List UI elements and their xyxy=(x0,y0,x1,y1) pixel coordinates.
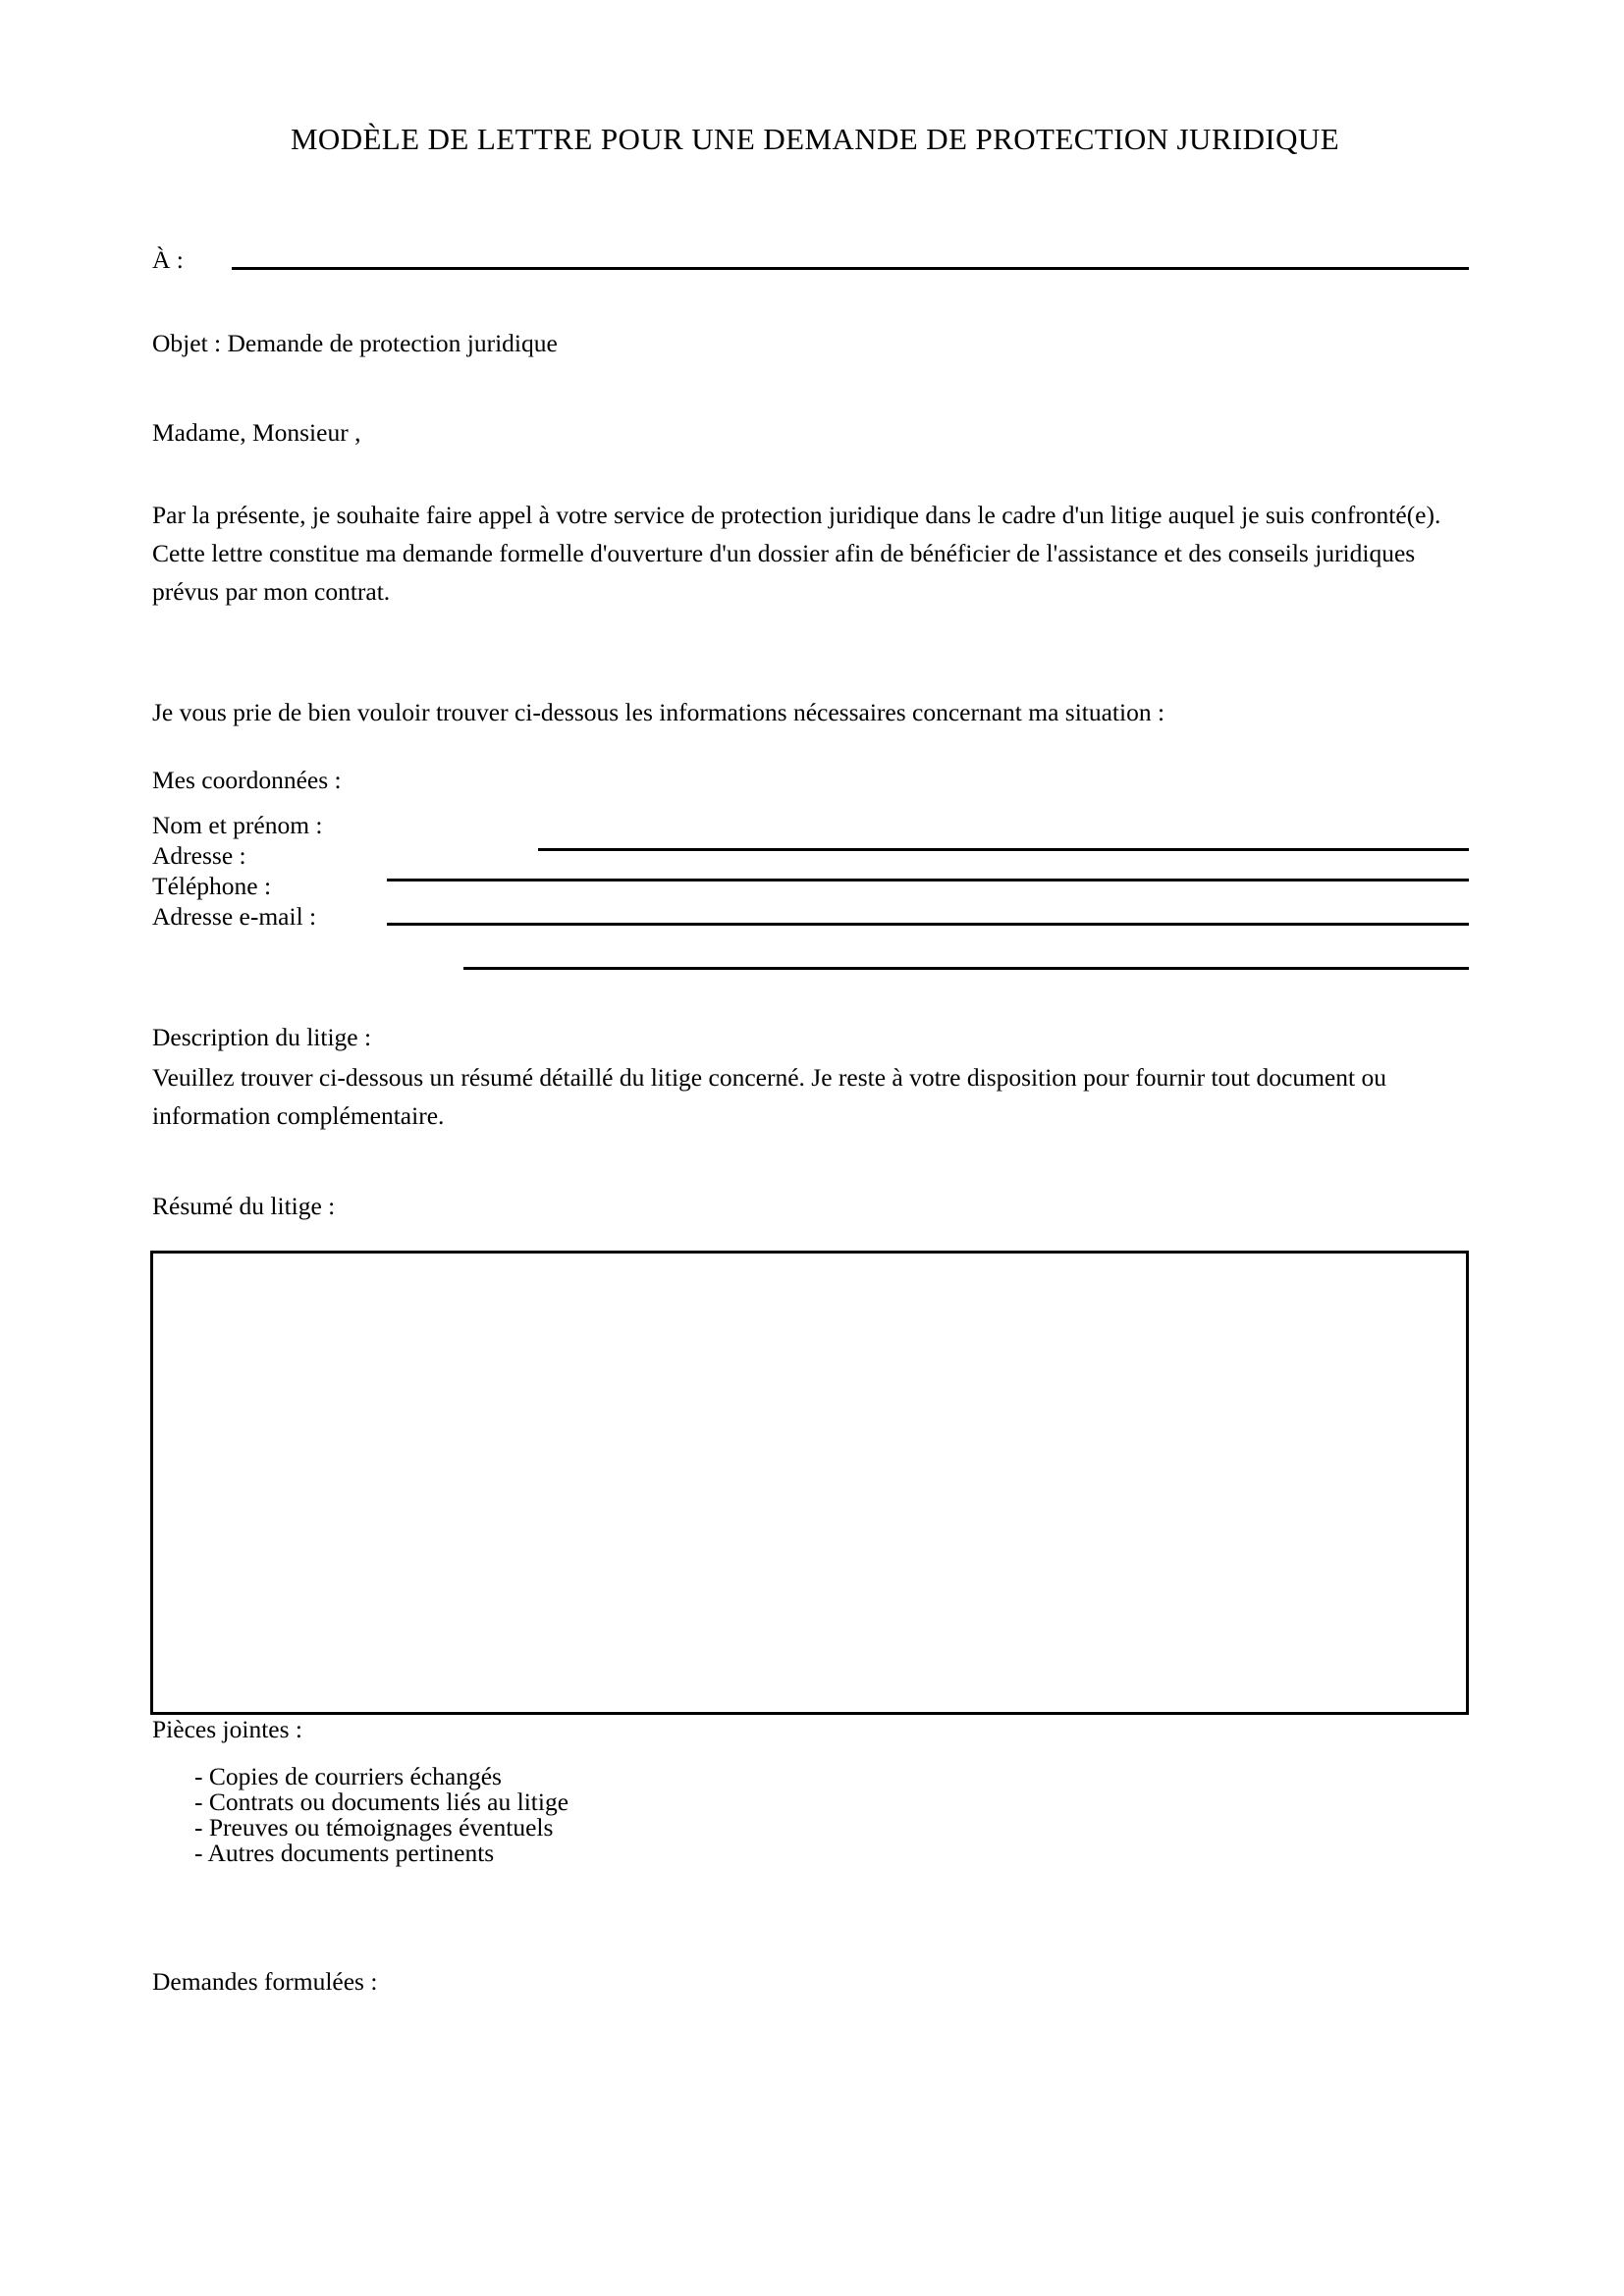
list-item: - Autres documents pertinents xyxy=(194,1839,495,1867)
dispute-summary-label: Résumé du litige : xyxy=(152,1192,336,1220)
phone-input-line[interactable] xyxy=(387,923,1469,926)
email-field-label: Adresse e-mail : xyxy=(152,902,317,931)
recipient-label: À : xyxy=(152,245,184,274)
requests-section-heading: Demandes formulées : xyxy=(152,1967,378,1996)
dispute-instruction: Veuillez trouver ci-dessous un résumé détaillé du litige concerné. Je reste à votre disposition pour fournir tout document ou information complémentaire. xyxy=(152,1063,1386,1130)
address-field-label: Adresse : xyxy=(152,841,246,870)
recipient-input-line[interactable] xyxy=(232,267,1469,270)
contact-section-heading: Mes coordonnées : xyxy=(152,766,342,794)
page-title: MODÈLE DE LETTRE POUR UNE DEMANDE DE PROTECTION JURIDIQUE xyxy=(290,122,1340,156)
salutation: Madame, Monsieur , xyxy=(152,418,361,447)
list-item: - Preuves ou témoignages éventuels xyxy=(194,1813,554,1842)
intro-paragraph: Par la présente, je souhaite faire appel à votre service de protection juridique dans le cadre d'un litige auquel je suis confronté(e). Cette lettre constitue ma demande formelle d'ouverture d'un dossier afin de bénéficier de l'assistance et des conseils juridiques prévus par mon contrat. xyxy=(152,501,1441,606)
list-item: - Copies de courriers échangés xyxy=(194,1762,502,1790)
dispute-summary-textbox[interactable] xyxy=(150,1251,1469,1715)
email-input-line[interactable] xyxy=(463,967,1469,970)
attachments-section-heading: Pièces jointes : xyxy=(152,1715,302,1743)
list-item: - Contrats ou documents liés au litige xyxy=(194,1788,569,1816)
name-input-line[interactable] xyxy=(538,848,1469,851)
phone-field-label: Téléphone : xyxy=(152,872,272,900)
request-intro: Je vous prie de bien vouloir trouver ci-dessous les informations nécessaires concernant ma situation : xyxy=(152,698,1165,726)
subject-line: Objet : Demande de protection juridique xyxy=(152,329,558,357)
dispute-section-heading: Description du litige : xyxy=(152,1023,372,1051)
name-field-label: Nom et prénom : xyxy=(152,811,323,839)
address-input-line[interactable] xyxy=(387,879,1469,881)
